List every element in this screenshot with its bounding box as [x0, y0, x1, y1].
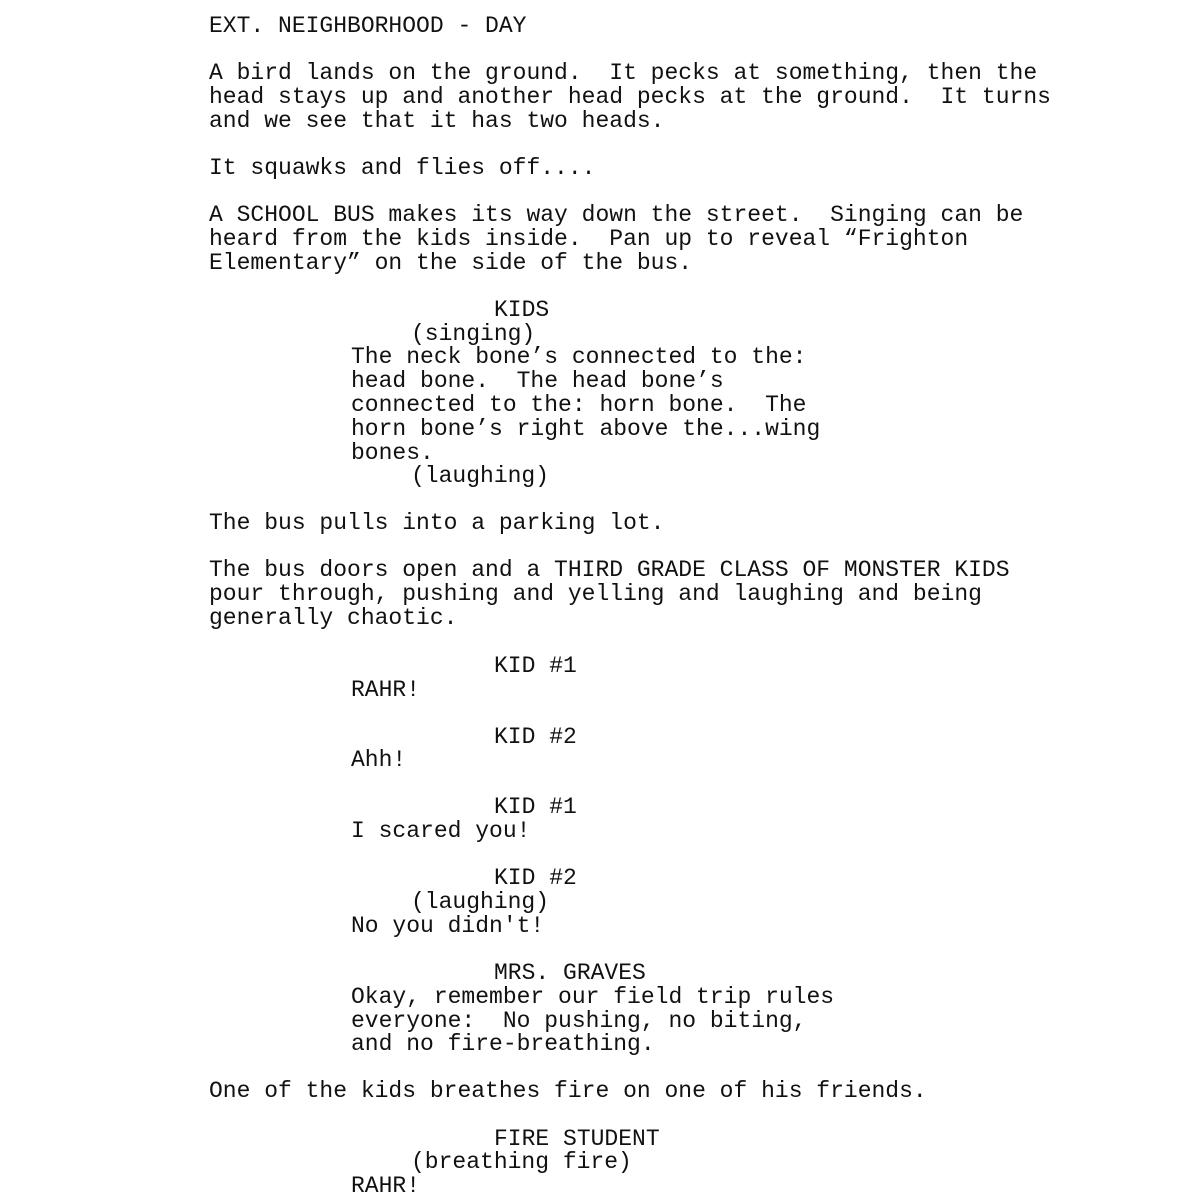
character-name: KID #1	[494, 794, 577, 820]
parenthetical: (laughing)	[411, 463, 550, 489]
action-line: and we see that it has two heads.	[209, 108, 665, 134]
dialogue-line: RAHR!	[351, 1173, 421, 1199]
action-line: A SCHOOL BUS makes its way down the street. Singing can be	[209, 202, 1024, 228]
character-name: MRS. GRAVES	[494, 960, 646, 986]
character-name: FIRE STUDENT	[494, 1126, 660, 1152]
dialogue-line: No you didn't!	[351, 913, 545, 939]
dialogue-line: The neck bone’s connected to the:	[351, 344, 807, 370]
dialogue-line: connected to the: horn bone. The	[351, 392, 807, 418]
action-line: A bird lands on the ground. It pecks at something, then the	[209, 60, 1038, 86]
action-line: pour through, pushing and yelling and laughing and being	[209, 581, 982, 607]
scene-heading: EXT. NEIGHBORHOOD - DAY	[209, 13, 527, 39]
dialogue-line: Okay, remember our field trip rules	[351, 984, 835, 1010]
dialogue-line: RAHR!	[351, 677, 421, 703]
action-line: generally chaotic.	[209, 605, 458, 631]
dialogue-line: everyone: No pushing, no biting,	[351, 1008, 807, 1034]
character-name: KID #1	[494, 653, 577, 679]
dialogue-line: bones.	[351, 440, 434, 466]
action-line: Elementary” on the side of the bus.	[209, 250, 693, 276]
action-line: The bus pulls into a parking lot.	[209, 510, 665, 536]
action-line: One of the kids breathes fire on one of his friends.	[209, 1078, 927, 1104]
character-name: KID #2	[494, 865, 577, 891]
dialogue-line: I scared you!	[351, 818, 531, 844]
parenthetical: (laughing)	[411, 889, 550, 915]
dialogue-line: Ahh!	[351, 747, 407, 773]
character-name: KID #2	[494, 724, 577, 750]
dialogue-line: and no fire-breathing.	[351, 1031, 655, 1057]
action-line: heard from the kids inside. Pan up to reveal “Frighton	[209, 226, 969, 252]
parenthetical: (breathing fire)	[411, 1149, 632, 1175]
dialogue-line: head bone. The head bone’s	[351, 368, 724, 394]
parenthetical: (singing)	[411, 321, 536, 347]
action-line: head stays up and another head pecks at the ground. It turns	[209, 84, 1051, 110]
character-name: KIDS	[494, 297, 550, 323]
action-line: The bus doors open and a THIRD GRADE CLASS OF MONSTER KIDS	[209, 557, 1010, 583]
dialogue-line: horn bone’s right above the...wing	[351, 416, 821, 442]
action-line: It squawks and flies off....	[209, 155, 596, 181]
